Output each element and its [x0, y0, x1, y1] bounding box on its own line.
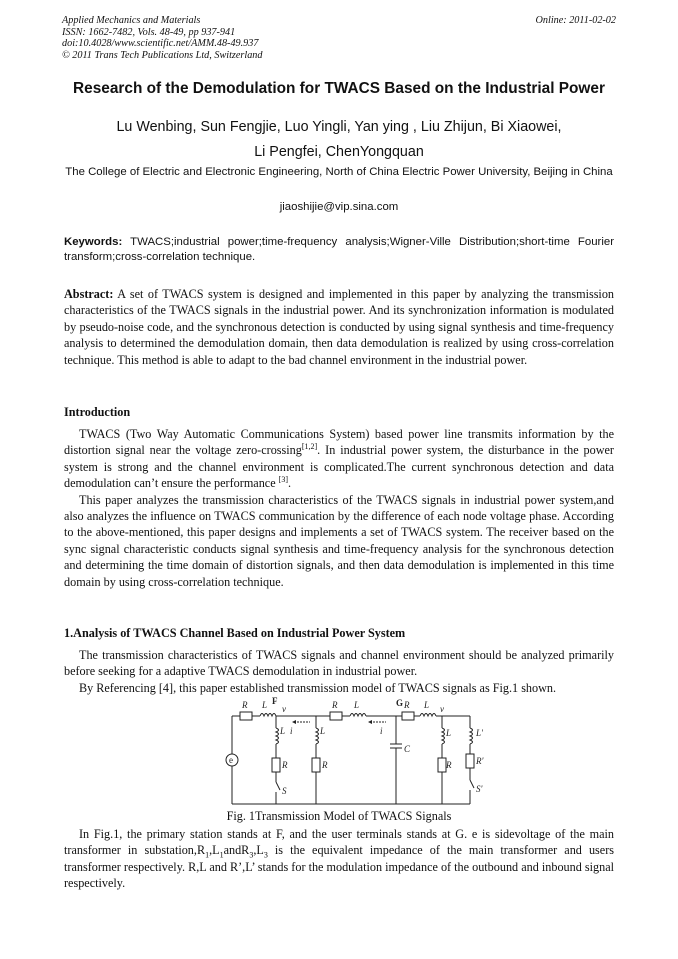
- node-label-g: G: [396, 698, 404, 708]
- resistor-r2: [402, 712, 414, 720]
- intro-text-a: TWACS (Two Way Automatic Communications System) based power line transmits information by the distortion signal near the voltage zero-crossing: [64, 427, 614, 458]
- label-l5: L: [446, 728, 452, 738]
- authors: [0, 115, 678, 165]
- label-vg: v: [440, 704, 444, 714]
- introduction-heading: Introduction: [64, 405, 131, 419]
- label-rp: R': [476, 756, 484, 766]
- label-r4: R: [322, 760, 328, 770]
- resistor-r: [272, 758, 280, 772]
- subscript: 1: [205, 850, 210, 860]
- authors-line-2: Li Pengfei, ChenYongquan: [254, 144, 424, 160]
- inductor-l4: [316, 728, 319, 744]
- affiliation: The College of Electric and Electronic Engineering, North of China Electric Power University, Beijing in China: [65, 166, 613, 178]
- intro-text-c: .: [288, 476, 292, 491]
- circuit-diagram: [220, 696, 490, 808]
- journal-name: Applied Mechanics and Materials: [62, 15, 201, 26]
- keywords: [64, 235, 614, 265]
- intro-paragraph-1: [64, 426, 614, 492]
- inductor-l2: [420, 714, 436, 717]
- keywords-label: Keywords:: [64, 236, 123, 248]
- issn: ISSN: 1662-7482, Vols. 48-49, pp 937-941: [62, 26, 236, 38]
- introduction-body: [64, 426, 614, 590]
- resistor-r1: [240, 712, 252, 720]
- label-c1: C: [404, 744, 411, 754]
- abstract: [64, 286, 614, 368]
- label-r1: R: [242, 700, 248, 710]
- section-1-body: [64, 647, 614, 696]
- label-ig: i: [380, 726, 383, 736]
- label-vf: v: [282, 704, 286, 714]
- section-1-paragraph-1: The transmission characteristics of TWACS signals and channel environment should be analyzed primarily before seeking for a adaptive TWACS demodulation in industrial power.: [64, 648, 614, 679]
- figure-discussion: [64, 826, 614, 892]
- node-label-f: F: [272, 696, 278, 706]
- resistor-r4: [312, 758, 320, 772]
- label-s: S: [282, 786, 287, 796]
- discussion-text-d: ,L: [253, 843, 264, 858]
- doi: doi:10.4028/www.scientific.net/AMM.48-49.937: [62, 38, 259, 50]
- label-r3: R: [332, 700, 338, 710]
- journal-info: [62, 15, 262, 61]
- resistor-r3: [330, 712, 342, 720]
- resistor-rp: [466, 754, 474, 768]
- author-email: jiaoshijie@vip.sina.com: [279, 201, 399, 213]
- inductor-lp: [470, 728, 473, 744]
- label-e: e: [229, 755, 233, 765]
- subscript: 1: [219, 850, 224, 860]
- label-l1: L: [262, 700, 268, 710]
- paper-title: Research of the Demodulation for TWACS Based on the Industrial Power: [73, 80, 605, 97]
- label-if: i: [290, 726, 293, 736]
- label-sp: S': [476, 784, 483, 794]
- label-l3: L: [354, 700, 360, 710]
- resistor-r5: [438, 758, 446, 772]
- inductor-l1: [260, 714, 276, 717]
- citation-ref: [1,2]: [301, 442, 318, 452]
- figure-discussion-paragraph: [64, 826, 614, 892]
- copyright: © 2011 Trans Tech Publications Ltd, Switzerland: [62, 49, 263, 61]
- figure-caption: Fig. 1Transmission Model of TWACS Signals: [226, 809, 452, 823]
- label-l: L: [280, 726, 286, 736]
- intro-paragraph-2: This paper analyzes the transmission characteristics of the TWACS signals in industrial power system,and also analyzes the influence on TWACS communication by the difference of each node voltage phase. According to the above-mentioned, this paper designs and implements a set of TWACS system. The receiver based on the sync signal characteristic conducts signal synthesis and time-frequency analysis for the synchronous detection and determining the time domain of distortion signals, and then data demodulation is implemented in this time domain by using cross-correlation technique.: [64, 492, 614, 589]
- discussion-text-e: is the equivalent impedance of the main transformer and users transformer respectively. R,L and R’,L’ stands for the modulation impedance of the outbound and inbound signal respectively.: [64, 843, 614, 891]
- subscript: 3: [249, 850, 254, 860]
- intro-text-b: . In industrial power system, the disturbance in the power system is strong and the channel environment is complicated.The current synchronous detection and data demodulation can’t ensure the performance: [64, 443, 614, 491]
- subscript: 3: [263, 850, 268, 860]
- discussion-text-b: ,L: [209, 843, 220, 858]
- label-r5: R: [446, 760, 452, 770]
- label-l4: L: [320, 726, 326, 736]
- label-r2: R: [404, 700, 410, 710]
- abstract-label: Abstract:: [64, 287, 114, 301]
- keywords-text: TWACS;industrial power;time-frequency analysis;Wigner-Ville Distribution;short-time Fourier transform;cross-correlation technique.: [64, 236, 614, 263]
- abstract-text: A set of TWACS system is designed and implemented in this paper by analyzing the transmission characteristics of the TWACS signals in the industrial power. And its synchronization information is modulated by pseudo-noise code, and the synchronous detection is conducted by using signal synthesis and time-frequency analysis to determined the demodulation domain, then data demodulation is realized by using cross-correlation technique. This method is able to adapt to the bad channel environment in the industrial power.: [64, 287, 615, 367]
- label-r: R: [282, 760, 288, 770]
- discussion-text-c: andR: [223, 843, 250, 858]
- inductor-l3: [350, 714, 366, 717]
- authors-line-1: Lu Wenbing, Sun Fengjie, Luo Yingli, Yan ying , Liu Zhijun, Bi Xiaowei,: [116, 119, 562, 135]
- section-1-heading: 1.Analysis of TWACS Channel Based on Industrial Power System: [64, 626, 406, 640]
- inductor-l: [276, 728, 279, 744]
- section-1-paragraph-2: By Referencing [4], this paper established transmission model of TWACS signals as Fig.1 shown.: [79, 680, 557, 695]
- citation-ref: [3]: [278, 475, 288, 485]
- online-date: Online: 2011-02-02: [535, 15, 616, 26]
- label-lp: L': [476, 728, 483, 738]
- inductor-l5: [442, 728, 445, 744]
- discussion-text-a: In Fig.1, the primary station stands at F, and the user terminals stands at G. e is sidevoltage of the main transformer in substation,R: [64, 827, 614, 858]
- label-l2: L: [424, 700, 430, 710]
